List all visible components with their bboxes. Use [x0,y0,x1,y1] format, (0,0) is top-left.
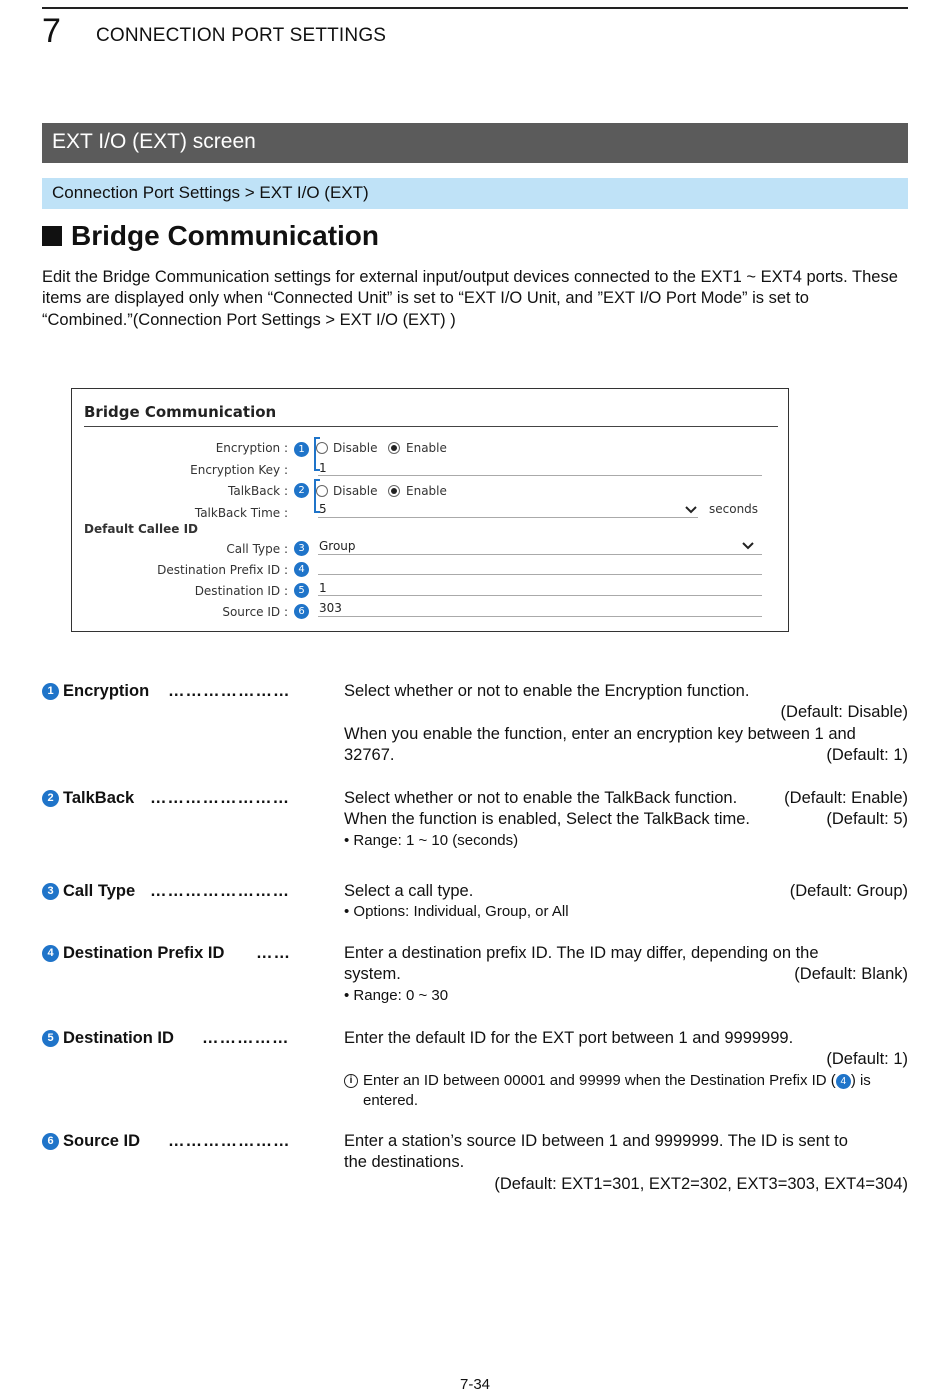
talkback-time-chevron-down-icon[interactable] [684,505,698,515]
desc-default: (Default: Group) [789,882,908,900]
talkback-time-value[interactable]: 5 [319,502,327,516]
call-type-underline [318,554,762,555]
talkback-enable-radio[interactable] [388,485,400,497]
term-call-type [42,881,135,902]
talkback-units: seconds [709,502,759,516]
item-number-badge: 4 [42,945,59,962]
label-destination-id: Destination ID : [194,584,288,598]
item-number-badge: 1 [42,683,59,700]
item-number-badge: 2 [42,790,59,807]
source-id-value[interactable]: 303 [319,601,342,615]
destination-prefix-underline [318,574,762,575]
term-destination-id [42,1028,174,1049]
term-text: Destination ID [63,1029,174,1047]
desc-bullet: • Range: 1 ~ 10 (seconds) [344,831,519,849]
label-source-id: Source ID : [222,605,288,619]
desc-line: When you enable the function, enter an encryption key between 1 and [344,724,856,743]
callout-2: 2 [294,483,309,498]
call-type-chevron-down-icon[interactable] [741,541,755,551]
leader-dots: …… [256,944,291,962]
desc-bullet: • Range: 0 ~ 30 [344,986,449,1004]
label-destination-prefix-id: Destination Prefix ID : [157,563,288,577]
item-number-badge: 6 [42,1133,59,1150]
desc-line: Select whether or not to enable the TalkBack function. [344,789,738,807]
note-text-line2: entered. [363,1091,419,1109]
term-destination-prefix-id [42,943,224,964]
leader-dots: …………………… [150,789,290,807]
desc-line: Enter a station’s source ID between 1 and 9999999. The ID is sent to [344,1132,848,1150]
note-callout-badge: 4 [836,1074,851,1089]
desc-default: (Default: 1) [826,745,908,764]
info-icon: i [344,1074,358,1088]
desc-line: Enter a destination prefix ID. The ID may differ, depending on the [344,944,819,962]
desc-line: the destinations. [344,1153,465,1172]
panel-divider [84,426,778,427]
callout-1: 1 [294,442,309,457]
term-source-id [42,1131,140,1152]
desc-text [344,943,908,1006]
desc-line: Select whether or not to enable the Encryption function. [344,682,750,700]
section-heading-text: Bridge Communication [71,220,380,251]
note-text-end: ) is [850,1071,871,1089]
talkback-enable-label: Enable [406,484,447,498]
label-encryption: Encryption : [215,441,288,455]
note-text-start: Enter an ID between 00001 and 99999 when the Destination Prefix ID ( [363,1071,836,1089]
intro-paragraph: Edit the Bridge Communication settings for external input/output devices connected to the EXT1 ~ EXT4 ports. These items are displayed only when “Connected Unit” is set to “EXT I/O Unit, and ”EXT I/O Port Mode” is set to “Combined.”(Connection Port Settings > EXT I/O (EXT) ) [42,268,898,329]
term-text: Destination Prefix ID [63,944,225,962]
desc-text [344,681,908,766]
term-text: Source ID [63,1132,141,1150]
panel-title: Bridge Communication [84,403,277,421]
destination-id-value[interactable]: 1 [319,581,327,595]
encryption-disable-radio[interactable] [316,442,328,454]
section-heading [42,220,379,252]
desc-default: (Default: Enable) [784,789,908,807]
leader-dots: …………… [202,1029,290,1047]
desc-line: system. [344,965,401,984]
label-talkback: TalkBack : [228,484,288,498]
callout-5: 5 [294,583,309,598]
desc-text [344,1131,908,1195]
leader-dots: ………………… [168,682,291,700]
desc-default: (Default: EXT1=301, EXT2=302, EXT3=303, EXT4=304) [494,1174,908,1193]
chapter-title: CONNECTION PORT SETTINGS [96,25,387,46]
term-text: Call Type [63,882,136,900]
desc-line: Select a call type. [344,882,474,900]
label-encryption-key: Encryption Key : [190,463,288,477]
leader-dots: …………………… [150,882,290,900]
desc-line: When the function is enabled, Select the TalkBack time. [344,810,751,829]
info-note-text [363,1071,871,1111]
desc-default: (Default: 1) [826,1050,908,1069]
callout-6: 6 [294,604,309,619]
encryption-enable-radio[interactable] [388,442,400,454]
label-default-callee-id: Default Callee ID [84,522,198,536]
encryption-disable-label: Disable [333,441,378,455]
encryption-key-underline [318,475,762,476]
desc-line: Enter the default ID for the EXT port between 1 and 9999999. [344,1029,794,1047]
term-encryption [42,681,149,702]
talkback-disable-label: Disable [333,484,378,498]
chapter-number: 7 [42,12,61,50]
item-number-badge: 5 [42,1030,59,1047]
desc-text [344,788,908,851]
callout-4: 4 [294,562,309,577]
item-number-badge: 3 [42,883,59,900]
leader-dots: ………………… [168,1132,291,1150]
encryption-enable-label: Enable [406,441,447,455]
top-rule [42,7,908,9]
talkback-time-underline [318,517,698,518]
encryption-key-value[interactable]: 1 [319,461,327,475]
label-call-type: Call Type : [226,542,288,556]
desc-line: 32767. [344,745,395,764]
source-id-underline [318,616,762,617]
desc-bullet: • Options: Individual, Group, or All [344,903,569,921]
section-title-bar: EXT I/O (EXT) screen [42,123,908,163]
square-bullet-icon [42,226,62,246]
term-talkback [42,788,134,809]
info-note [344,1071,908,1111]
desc-text [344,1028,908,1111]
settings-screenshot [71,388,789,632]
desc-text [344,881,908,922]
desc-default: (Default: Disable) [780,703,908,722]
desc-default: (Default: Blank) [794,965,908,984]
talkback-disable-radio[interactable] [316,485,328,497]
destination-id-underline [318,595,762,596]
desc-default: (Default: 5) [826,810,908,829]
label-talkback-time: TalkBack Time : [194,506,288,520]
page-number: 7-34 [459,1376,491,1393]
breadcrumb: Connection Port Settings > EXT I/O (EXT) [42,178,908,209]
callout-3: 3 [294,541,309,556]
term-text: Encryption [63,682,150,700]
term-text: TalkBack [63,789,135,807]
call-type-value[interactable]: Group [319,539,356,553]
